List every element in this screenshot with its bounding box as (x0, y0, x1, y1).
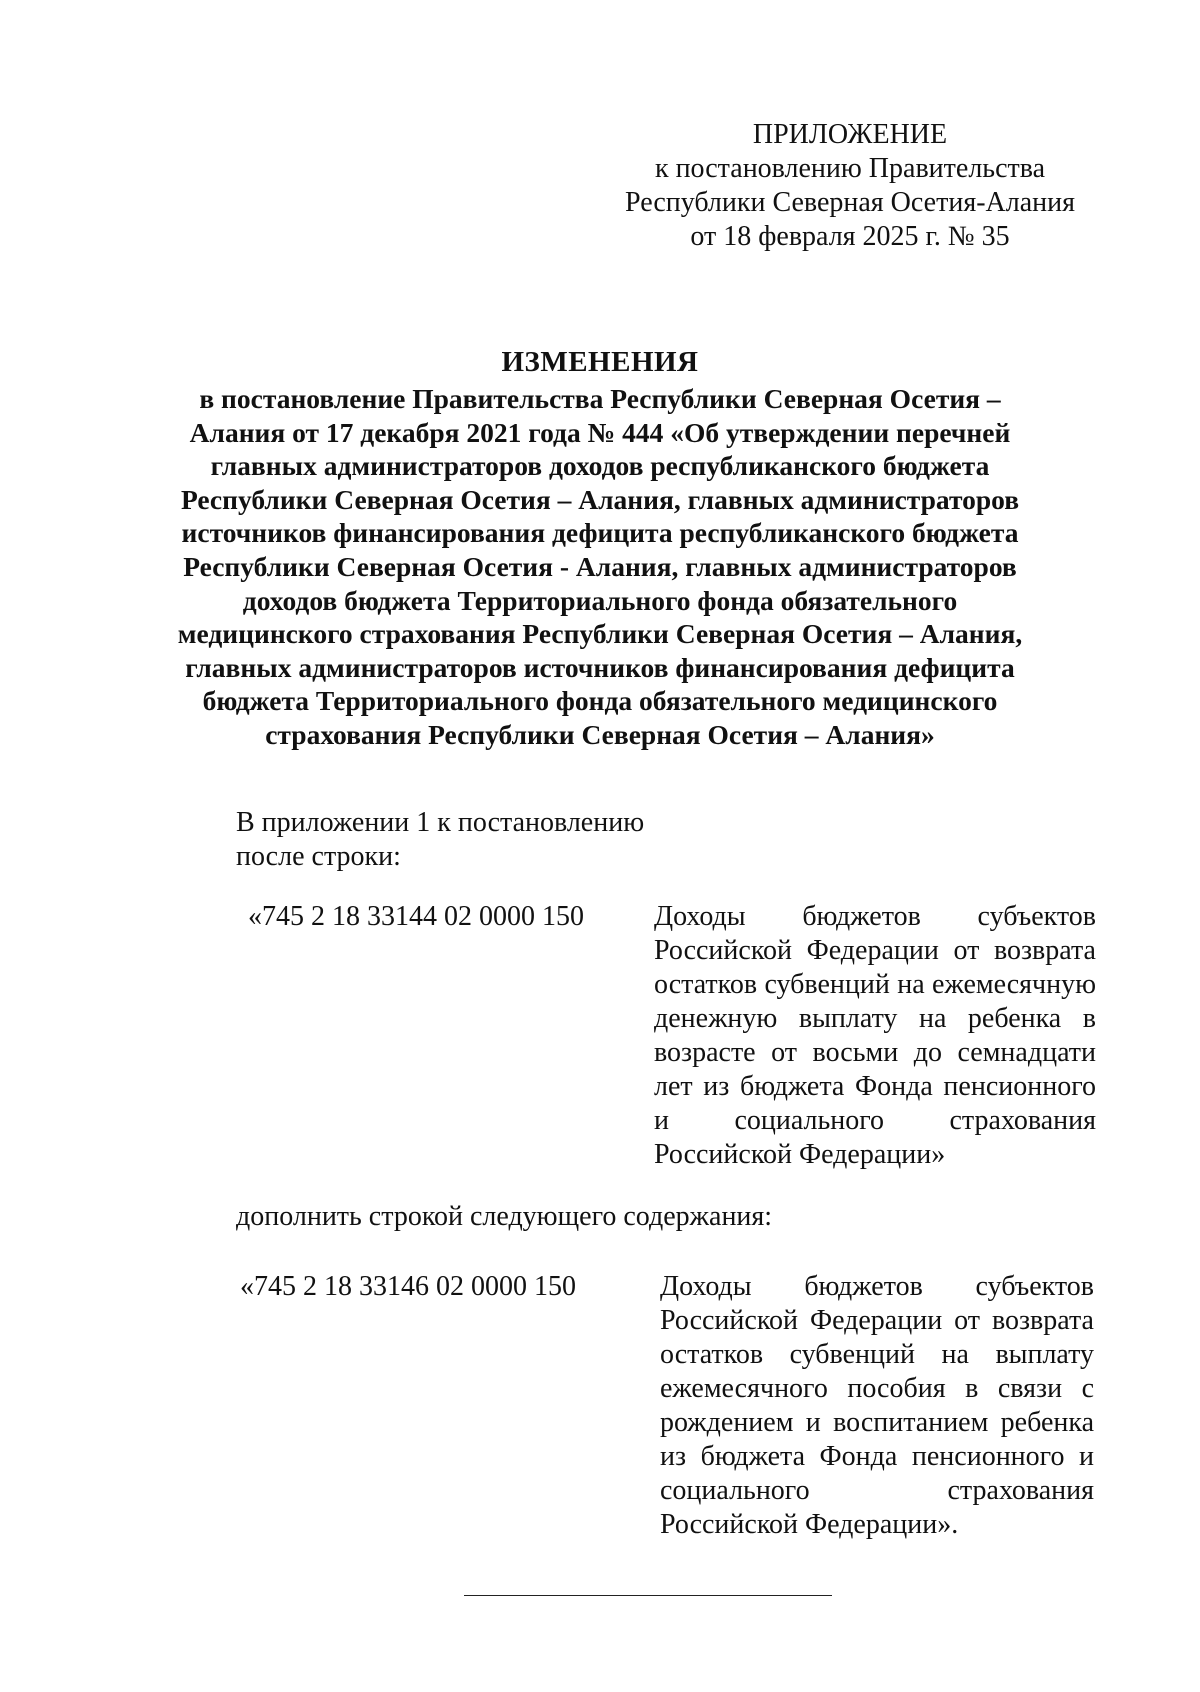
add-instruction: дополнить строкой следующего содержания: (236, 1201, 773, 1232)
existing-entry-description: Доходы бюджетов субъектов Российской Федерации от возврата остатков субвенций на ежемесячную денежную выплату на ребенка в возрасте от восьми до семнадцати лет из бюджета Фонда пенсионного и социального страхования Российской Федерации» (654, 901, 1096, 1170)
intro-line-2: после строки: (236, 841, 401, 872)
intro-line-1: В приложении 1 к постановлению (236, 807, 645, 838)
document-title (140, 344, 1060, 752)
appendix-line-3: от 18 февраля 2025 г. № 35 (690, 221, 1010, 252)
appendix-label: ПРИЛОЖЕНИЕ (752, 119, 948, 150)
appendix-header (620, 118, 1080, 254)
new-entry-code: «745 2 18 33146 02 0000 150 (240, 1271, 576, 1302)
title-subtitle: в постановление Правительства Республики Северная Осетия – Алания от 17 декабря 2021 года № 444 «Об утверждении перечней главных администраторов доходов республиканского бюджета Республики Северная Осетия – Алания, главных администраторов источников финансирования дефицита республиканского бюджета Республики Северная Осетия - Алания, главных администраторов доходов бюджета Территориального фонда обязательного медицинского страхования Республики Северная Осетия – Алания, главных администраторов источников финансирования дефицита бюджета Территориального фонда обязательного медицинского страхования Республики Северная Осетия – Алания» (177, 383, 1023, 750)
appendix-line-1: к постановлению Правительства (654, 153, 1046, 184)
footer-divider (464, 1595, 832, 1596)
existing-entry-code: «745 2 18 33144 02 0000 150 (248, 901, 584, 932)
title-heading: ИЗМЕНЕНИЯ (501, 346, 699, 378)
appendix-line-2: Республики Северная Осетия-Алания (625, 187, 1075, 218)
new-entry-description: Доходы бюджетов субъектов Российской Федерации от возврата остатков субвенций на выплату ежемесячного пособия в связи с рождением и воспитанием ребенка из бюджета Фонда пенсионного и социального страхования Российской Федерации». (660, 1271, 1094, 1540)
intro-paragraph (236, 806, 644, 874)
